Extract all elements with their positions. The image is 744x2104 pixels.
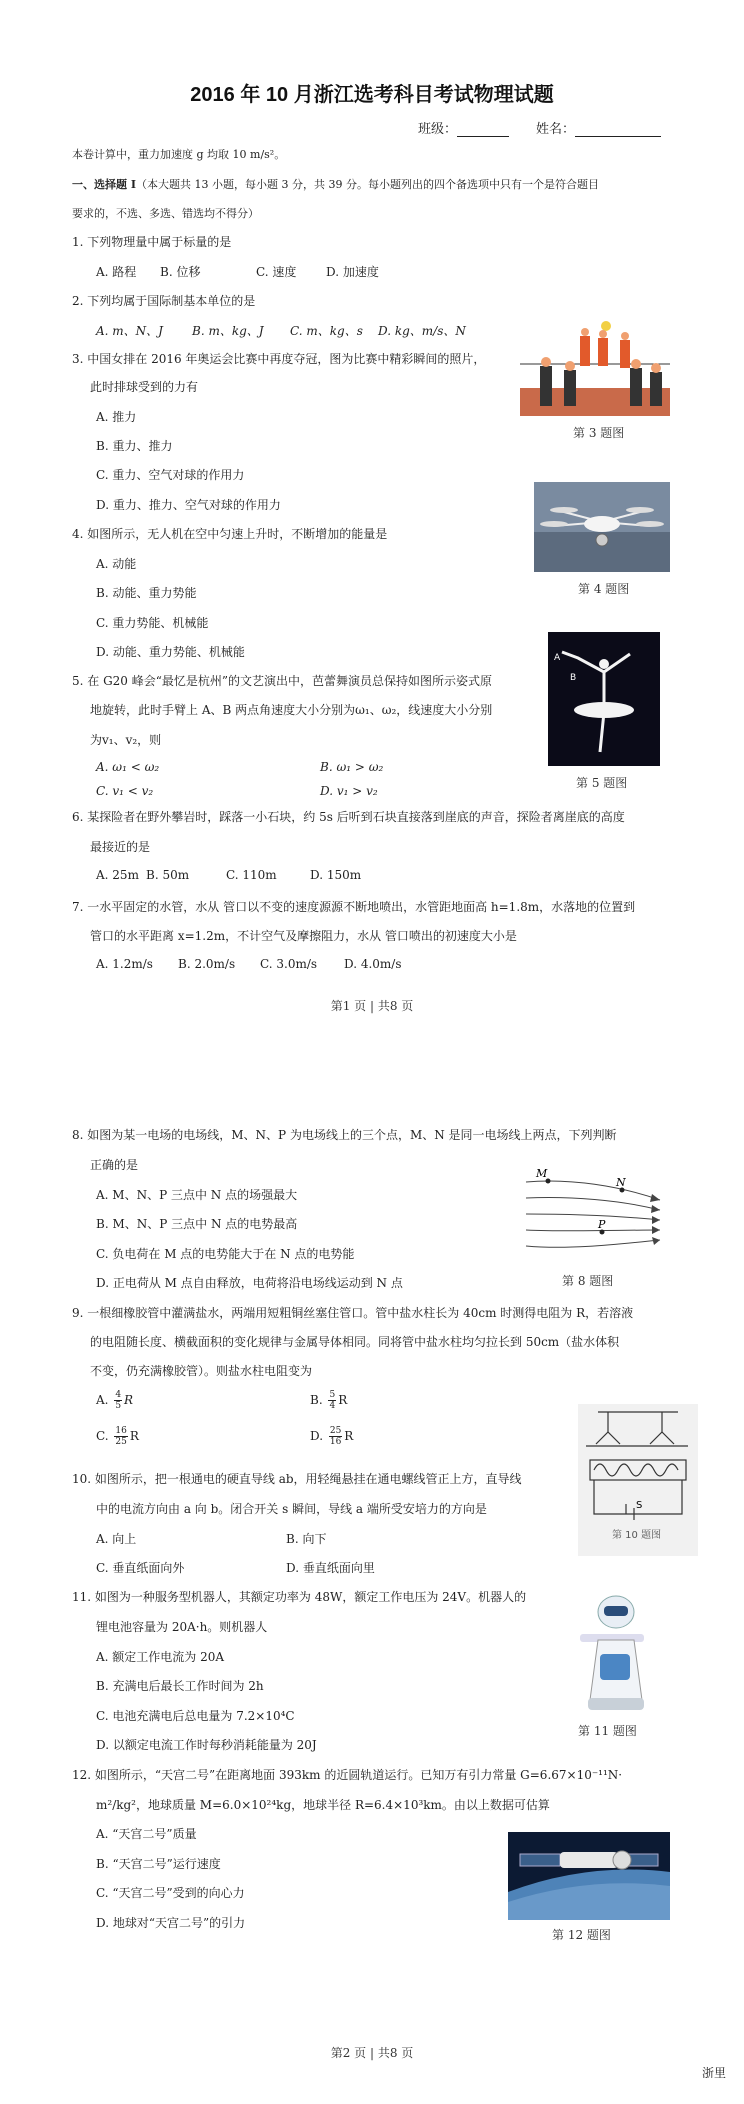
q2-stem: 2. 下列均属于国际制基本单位的是 — [72, 294, 256, 308]
q6-option-a: A. 25m — [96, 868, 139, 882]
q5-stem-2: 地旋转，此时手臂上 A、B 两点角速度大小分别为ω₁、ω₂，线速度大小分别 — [90, 703, 493, 717]
q9-d-den: 16 — [329, 1437, 342, 1447]
q12-option-d: D. 地球对“天宫二号”的引力 — [96, 1916, 246, 1930]
q9-a-den: 5 — [115, 1401, 122, 1411]
volleyball-photo — [520, 316, 670, 416]
q1-option-a: A. 路程 — [96, 265, 137, 279]
q12-stem-1: 12. 如图所示，“天宫二号”在距离地面 393km 的近圆轨道运行。已知万有引力常量 G=6.67×10⁻¹¹N· — [72, 1768, 623, 1782]
q5-option-b: B. ω₁ > ω₂ — [320, 760, 384, 774]
label-a: A — [554, 653, 561, 663]
q7-stem-2: 管口的水平距离 x=1.2m，不计空气及摩擦阻力，水从 管口喷出的初速度大小是 — [90, 929, 517, 943]
q3-option-d: D. 重力、推力、空气对球的作用力 — [96, 498, 281, 512]
corner-mark: 浙里 — [702, 2066, 727, 2080]
q11-option-c: C. 电池充满电后总电量为 7.2×10⁴C — [96, 1709, 295, 1723]
q7-stem-1: 7. 一水平固定的水管，水从 管口以不变的速度源源不断地喷出，水管距地面高 h=1.8m，水落地的位置到 — [72, 900, 636, 914]
q9-stem-2: 的电阻随长度、横截面积的变化规律与金属导体相同。同将管中盐水柱均匀拉长到 50cm（盐水体积 — [90, 1335, 620, 1349]
q9-c-den: 25 — [115, 1437, 127, 1447]
q9-stem-3: 不变，仍充满橡胶管）。则盐水柱电阻变为 — [90, 1364, 313, 1378]
q4-option-c: C. 重力势能、机械能 — [96, 616, 209, 630]
label-n: N — [616, 1176, 626, 1189]
q9-option-b: B. $\frac{5}{4}$ R — [310, 1390, 348, 1411]
section-desc-2: 要求的，不选、多选、错选均不得分） — [72, 207, 259, 220]
section-title: 一、选择题 I — [72, 178, 136, 191]
q11-option-d: D. 以额定电流工作时每秒消耗能量为 20J — [96, 1738, 317, 1752]
q2-option-d: D. kg、m/s、N — [378, 324, 466, 338]
q11-stem-1: 11. 如图为一种服务型机器人，其额定功率为 48W，额定工作电压为 24V。机器人的 — [72, 1590, 527, 1604]
q9-stem-1: 9. 一根细橡胶管中灌满盐水，两端用短粗铜丝塞住管口。管中盐水柱长为 40cm 时测得电阻为 R，若溶液 — [72, 1306, 634, 1320]
tiangong-photo — [508, 1832, 670, 1920]
q7-option-d: D. 4.0m/s — [344, 957, 402, 971]
q6-option-d: D. 150m — [310, 868, 362, 882]
q9-option-d: D. $\frac{25}{16}$ R — [310, 1426, 354, 1447]
q3-option-a: A. 推力 — [96, 410, 137, 424]
q10-option-d: D. 垂直纸面向里 — [286, 1561, 375, 1575]
solenoid-diagram — [578, 1404, 698, 1556]
q8-option-d: D. 正电荷从 M 点自由释放，电荷将沿电场线运动到 N 点 — [96, 1276, 403, 1290]
section-desc-1: （本大题共 13 小题，每小题 3 分，共 39 分。每小题列出的四个备选项中只有一个是符合题目 — [135, 178, 599, 191]
q9-a-num: 4 — [115, 1390, 122, 1400]
q8-option-c: C. 负电荷在 M 点的电势能大于在 N 点的电势能 — [96, 1247, 355, 1261]
q7-option-b: B. 2.0m/s — [178, 957, 236, 971]
q12-option-c: C. “天宫二号”受到的向心力 — [96, 1886, 245, 1900]
q2-option-c: C. m、kg、s — [290, 324, 363, 338]
q10-stem-1: 10. 如图所示，把一根通电的硬直导线 ab，用轻绳悬挂在通电螺线管正上方，直导线 — [72, 1472, 522, 1486]
q11-option-b: B. 充满电后最长工作时间为 2h — [96, 1679, 264, 1693]
q9-option-a: A. $\frac{4}{5}$ R — [96, 1390, 134, 1411]
q11-option-a: A. 额定工作电流为 20A — [96, 1650, 225, 1664]
q3-stem-2: 此时排球受到的力有 — [90, 380, 199, 394]
q11-stem-2: 锂电池容量为 20A·h。则机器人 — [96, 1620, 268, 1634]
label-p: P — [598, 1218, 606, 1231]
q3-stem-1: 3. 中国女排在 2016 年奥运会比赛中再度夺冠，图为比赛中精彩瞬间的照片， — [72, 352, 486, 366]
q6-option-b: B. 50m — [146, 868, 190, 882]
q4-stem: 4. 如图所示，无人机在空中匀速上升时，不断增加的能量是 — [72, 527, 388, 541]
q2-option-b: B. m、kg、J — [192, 324, 264, 338]
electric-field-diagram — [520, 1160, 670, 1270]
q5-stem-3: 为v₁、v₂，则 — [90, 733, 162, 747]
q8-option-b: B. M、N、P 三点中 N 点的电势最高 — [96, 1217, 298, 1231]
q9-b-den: 4 — [329, 1401, 336, 1411]
q2-option-a: A. m、N、J — [96, 324, 163, 338]
label-m: M — [536, 1167, 548, 1180]
page-footer-1: 第1 页 | 共8 页 — [330, 999, 414, 1013]
robot-photo — [570, 1590, 660, 1720]
label-s: S — [636, 1500, 643, 1511]
q1-stem: 1. 下列物理量中属于标量的是 — [72, 235, 232, 249]
ballet-photo — [548, 632, 660, 766]
q5-option-d: D. v₁ > v₂ — [320, 784, 378, 798]
q12-option-a: A. “天宫二号”质量 — [96, 1827, 197, 1841]
q7-option-c: C. 3.0m/s — [260, 957, 318, 971]
q12-stem-2: m²/kg²，地球质量 M=6.0×10²⁴kg，地球半径 R=6.4×10³km。由以上数据可估算 — [96, 1798, 550, 1812]
q4-option-b: B. 动能、重力势能 — [96, 586, 197, 600]
q9-c-num: 16 — [115, 1426, 127, 1436]
q10-stem-2: 中的电流方向由 a 向 b。闭合开关 s 瞬间，导线 a 端所受安培力的方向是 — [96, 1502, 487, 1516]
q8-stem-2: 正确的是 — [90, 1158, 139, 1172]
q5-option-a: A. ω₁ < ω₂ — [96, 760, 160, 774]
name-field — [536, 118, 661, 137]
q5-stem-1: 5. 在 G20 峰会“最忆是杭州”的文艺演出中，芭蕾舞演员总保持如图所示姿式原 — [72, 674, 493, 688]
q9-d-num: 25 — [329, 1426, 342, 1436]
q4-option-a: A. 动能 — [96, 557, 137, 571]
q12-option-b: B. “天宫二号”运行速度 — [96, 1857, 221, 1871]
q11-caption: 第 11 题图 — [578, 1724, 637, 1738]
q8-option-a: A. M、N、P 三点中 N 点的场强最大 — [96, 1188, 298, 1202]
class-label: 班级： — [418, 122, 458, 137]
q6-stem-2: 最接近的是 — [90, 840, 151, 854]
q3-option-b: B. 重力、推力 — [96, 439, 173, 453]
q10-option-c: C. 垂直纸面向外 — [96, 1561, 185, 1575]
q8-stem-1: 8. 如图为某一电场的电场线，M、N、P 为电场线上的三个点，M、N 是同一电场线上两点，下列判断 — [72, 1128, 617, 1142]
name-label: 姓名： — [536, 122, 576, 137]
q1-option-c: C. 速度 — [256, 265, 297, 279]
q12-caption: 第 12 题图 — [552, 1928, 611, 1942]
q8-caption: 第 8 题图 — [562, 1274, 614, 1288]
drone-photo — [534, 482, 670, 572]
q10-figure-tag: 第 10 题图 — [612, 1530, 662, 1541]
q9-b-num: 5 — [329, 1390, 336, 1400]
q6-stem-1: 6. 某探险者在野外攀岩时，踩落一小石块，约 5s 后听到石块直接落到崖底的声音，探险者离崖底的高度 — [72, 810, 625, 824]
q10-option-a: A. 向上 — [96, 1532, 137, 1546]
q1-option-b: B. 位移 — [160, 265, 201, 279]
q3-option-c: C. 重力、空气对球的作用力 — [96, 468, 245, 482]
page-title: 2016 年 10 月浙江选考科目考试物理试题 — [190, 84, 554, 106]
page-footer-2: 第2 页 | 共8 页 — [330, 2046, 414, 2060]
q3-caption: 第 3 题图 — [573, 426, 625, 440]
q5-option-c: C. v₁ < v₂ — [96, 784, 154, 798]
section-heading — [72, 176, 599, 192]
gravity-note: 本卷计算中，重力加速度 g 均取 10 m/s²。 — [72, 148, 286, 161]
q7-option-a: A. 1.2m/s — [96, 957, 153, 971]
q4-option-d: D. 动能、重力势能、机械能 — [96, 645, 245, 659]
label-b: B — [570, 673, 577, 683]
q6-option-c: C. 110m — [226, 868, 277, 882]
q4-caption: 第 4 题图 — [578, 582, 630, 596]
class-field — [418, 118, 509, 137]
q5-caption: 第 5 题图 — [576, 776, 628, 790]
q9-option-c: C. $\frac{16}{25}$ R — [96, 1426, 139, 1447]
q10-option-b: B. 向下 — [286, 1532, 327, 1546]
q1-option-d: D. 加速度 — [326, 265, 379, 279]
